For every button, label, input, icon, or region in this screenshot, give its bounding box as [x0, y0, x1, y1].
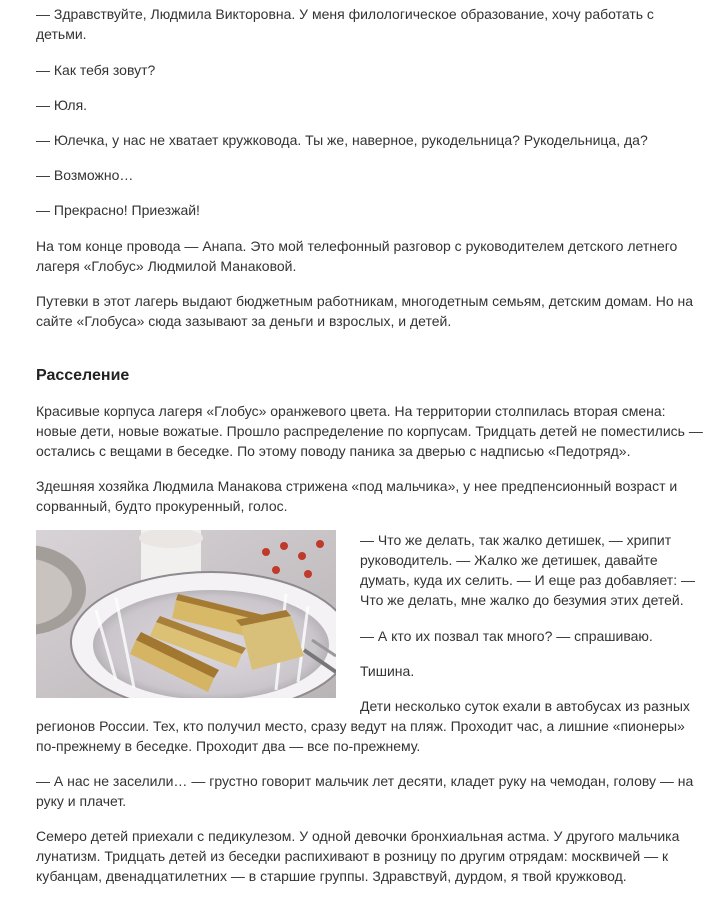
paragraph: Красивые корпуса лагеря «Глобус» оранжевого цвета. На территории столпилась вторая смена: новые дети, новые вожатые. Прошло распределение по корпусам. Тридцать детей не поместились — остались с вещами в беседке. По этому поводу паника за дверью с надписью «Педотряд».	[36, 403, 703, 459]
paragraph: — А кто их позвал так много? — спрашиваю.	[360, 628, 653, 644]
paragraph: — Как тебя зовут?	[36, 62, 156, 78]
paragraph: — Здравствуйте, Людмила Викторовна. У меня филологическое образование, хочу работать с детьми.	[36, 6, 654, 42]
paragraph: На том конце провода — Анапа. Это мой телефонный разговор с руководителем детского летнего лагеря «Глобус» Людмилой Манаковой.	[36, 238, 678, 274]
paragraph: Семеро детей приехали с педикулезом. У одной девочки бронхиальная астма. У другого мальчика лунатизм. Тридцать детей из беседки распихивают в розницу по другим отрядам: москвичей — к кубанцам, двенадцатилетних — в старшие группы. Здравствуй, дурдом, я твой кружковод.	[36, 828, 680, 884]
bread-plate-image	[36, 530, 336, 698]
paragraph-line: Дети несколько суток ехали в автобусах из разных	[360, 698, 690, 714]
paragraph: Тишина.	[360, 663, 415, 679]
paragraph: — Юлечка, у нас не хватает кружковода. Ты же, наверное, рукодельница? Рукодельница, да?	[36, 132, 648, 148]
paragraph: — Возможно…	[36, 167, 134, 183]
paragraph: — А нас не заселили… — грустно говорит мальчик лет десяти, кладет руку на чемодан, голову — на руку и плачет.	[36, 773, 694, 809]
paragraph: Путевки в этот лагерь выдают бюджетным работникам, многодетным семьям, детским домам. Но на сайте «Глобуса» сюда зазывают за деньги и взрослых, и детей.	[36, 293, 694, 329]
paragraph: регионов России. Тех, кто получил место, сразу ведут на пляж. Проходит час, а лишние «пионеры» по-прежнему в беседке. Проходит два — все по-прежнему.	[36, 718, 685, 754]
paragraph: — Что же делать, так жалко детишек, — хрипит руководитель. — Жалко же детишек, давайте думать, куда их селить. — И еще раз добавляет: — Что же делать, мне жалко до безумия этих детей.	[360, 532, 695, 608]
paragraph: — Прекрасно! Приезжай!	[36, 202, 200, 218]
paragraph: Здешняя хозяйка Людмила Манакова стрижена «под мальчика», у нее предпенсионный возраст и сорванный, будто прокуренный, голос.	[36, 478, 678, 514]
article-photo	[36, 530, 336, 698]
paragraph: — Юля.	[36, 97, 88, 113]
section-heading: Расселение	[36, 367, 130, 384]
